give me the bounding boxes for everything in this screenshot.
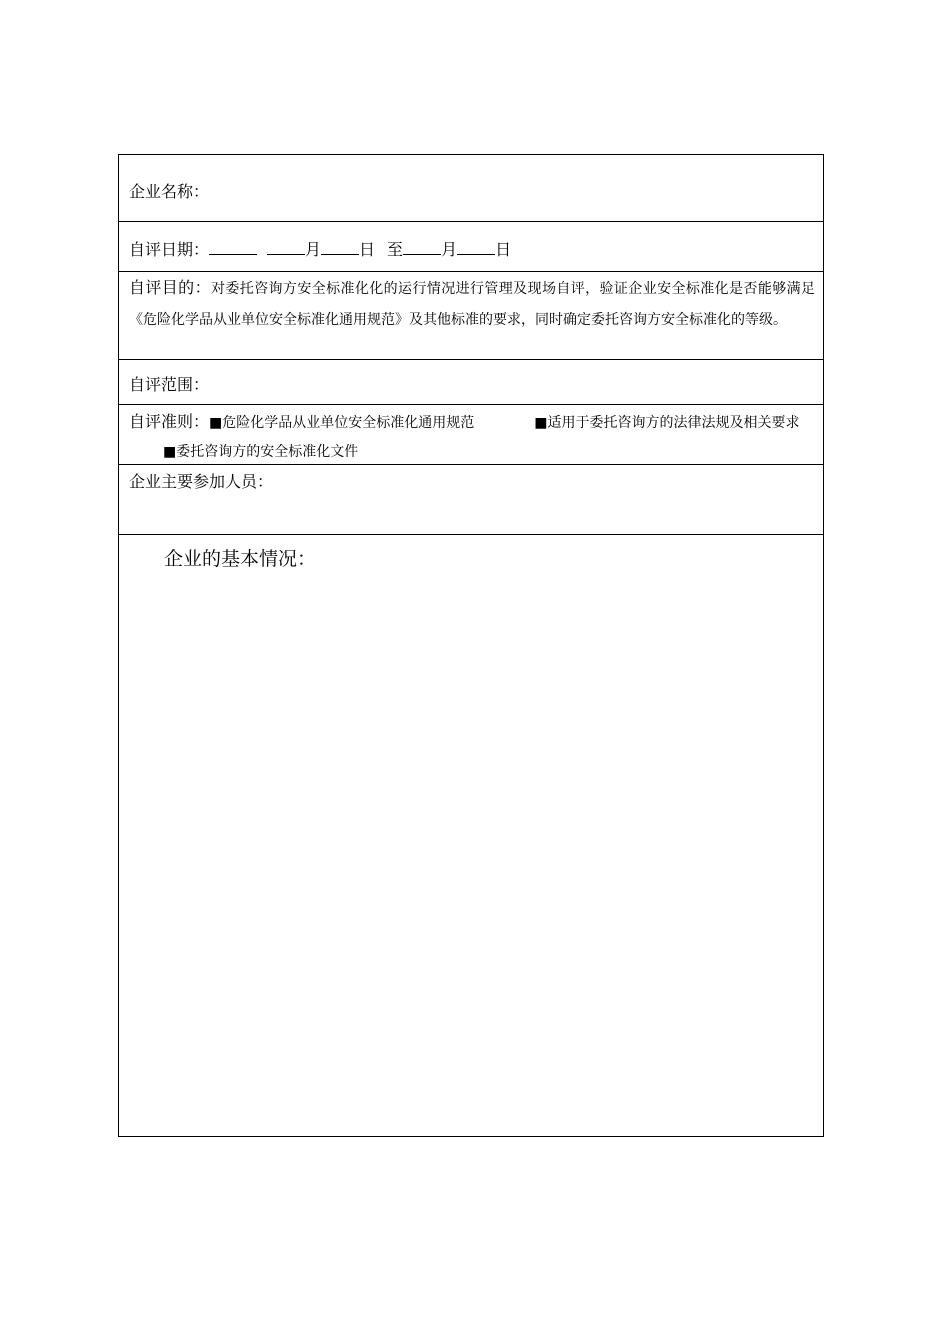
scope-row	[119, 360, 823, 405]
date-label: 自评日期：	[129, 240, 210, 259]
date-end-month-blank[interactable]	[403, 238, 441, 255]
participants-row	[119, 465, 823, 535]
purpose-row	[119, 272, 823, 360]
date-end-day-unit: 日	[495, 240, 512, 259]
self-assessment-form	[118, 154, 824, 1137]
date-start-day-unit: 日	[359, 240, 376, 259]
date-start-day-blank[interactable]	[321, 238, 359, 255]
basic-info-row	[119, 535, 823, 1136]
date-line	[129, 237, 511, 260]
date-start-month-blank[interactable]	[267, 238, 305, 255]
date-year-blank[interactable]	[209, 238, 257, 255]
criteria-item-1: ■危险化学品从业单位安全标准化通用规范	[209, 415, 475, 431]
date-end-month-unit: 月	[441, 240, 458, 259]
scope-label: 自评范围：	[129, 375, 210, 394]
criteria-paragraph	[129, 408, 815, 466]
criteria-item-3: ■委托咨询方的安全标准化文件	[163, 444, 359, 460]
company-name-row	[119, 155, 823, 222]
criteria-row	[119, 405, 823, 465]
participants-label: 企业主要参加人员：	[129, 472, 274, 491]
purpose-paragraph	[129, 273, 815, 335]
basic-info-label: 企业的基本情况：	[164, 548, 317, 570]
criteria-item-2: ■适用于委托咨询方的法律法规及相关要求	[534, 415, 800, 431]
date-row	[119, 222, 823, 272]
company-name-label: 企业名称：	[129, 182, 210, 201]
criteria-label: 自评准则：	[129, 412, 210, 431]
purpose-label: 自评目的：	[129, 278, 211, 297]
date-start-month-unit: 月	[305, 240, 322, 259]
date-end-day-blank[interactable]	[457, 238, 495, 255]
purpose-text: 对委托咨询方安全标准化化的运行情况进行管理及现场自评，验证企业安全标准化是否能够满足《危险化学品从业单位安全标准化通用规范》及其他标准的要求，同时确定委托咨询方安全标准化的等级。	[129, 281, 815, 328]
date-to-word: 至	[387, 240, 404, 259]
